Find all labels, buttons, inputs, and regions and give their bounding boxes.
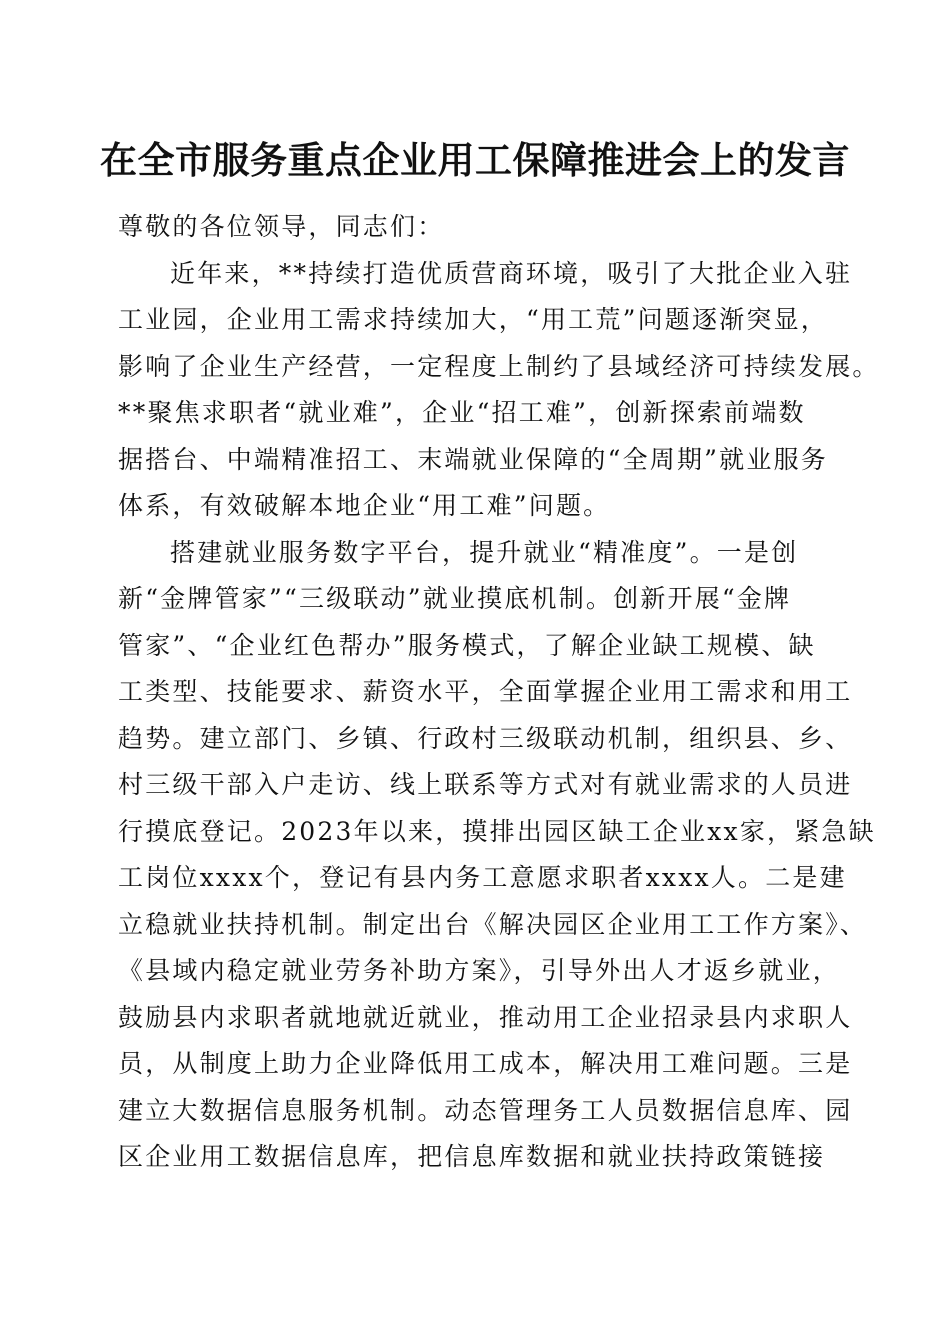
paragraph-2-line-3: 管家”、“企业红色帮办”服务模式，了解企业缺工规模、缺 (118, 630, 816, 660)
paragraph-2-line-4: 工类型、技能要求、薪资水平，全面掌握企业用工需求和用工 (118, 677, 853, 706)
paragraph-1-line-4: **聚焦求职者“就业难”，企业“招工难”，创新探索前端数 (118, 398, 806, 427)
document-title: 在全市服务重点企业用工保障推进会上的发言 (100, 138, 850, 182)
paragraph-2-line-12: 员，从制度上助力企业降低用工成本，解决用工难问题。三是 (118, 1049, 853, 1078)
paragraph-1-line-1: 近年来，**持续打造优质营商环境，吸引了大批企业入驻 (170, 258, 853, 288)
document-body (118, 204, 880, 1181)
paragraph-2-line-8: 工岗位xxxx个，登记有县内务工意愿求职者xxxx人。二是建 (118, 863, 847, 892)
paragraph-1-line-3: 影响了企业生产经营，一定程度上制约了县域经济可持续发展。 (118, 351, 880, 381)
paragraph-2-line-14: 区企业用工数据信息库，把信息库数据和就业扶持政策链接 (118, 1142, 826, 1171)
paragraph-1-line-5: 据搭台、中端精准招工、末端就业保障的“全周期”就业服务 (118, 444, 828, 474)
paragraph-2-line-10: 《县域内稳定就业劳务补助方案》，引导外出人才返乡就业， (118, 956, 840, 985)
paragraph-2-line-1: 搭建就业服务数字平台，提升就业“精准度”。一是创 (170, 537, 799, 567)
paragraph-2-line-5: 趋势。建立部门、乡镇、行政村三级联动机制，组织县、乡、 (118, 723, 853, 753)
paragraph-2-line-2: 新“金牌管家”“三级联动”就业摸底机制。创新开展“金牌 (118, 584, 792, 613)
paragraph-2-line-11: 鼓励县内求职者就地就近就业，推动用工企业招录县内求职人 (118, 1002, 853, 1032)
paragraph-2-line-9: 立稳就业扶持机制。制定出台《解决园区企业用工工作方案》、 (118, 909, 868, 939)
paragraph-1-line-6: 体系，有效破解本地企业“用工难”问题。 (118, 491, 611, 520)
salutation: 尊敬的各位领导，同志们： (118, 212, 445, 241)
paragraph-2-line-13: 建立大数据信息服务机制。动态管理务工人员数据信息库、园 (118, 1095, 853, 1125)
paragraph-1-line-2: 工业园，企业用工需求持续加大，“用工荒”问题逐渐突显， (118, 305, 828, 334)
paragraph-2-line-6: 村三级干部入户走访、线上联系等方式对有就业需求的人员进 (118, 770, 853, 799)
paragraph-2-line-7: 行摸底登记。2023年以来，摸排出园区缺工企业xx家，紧急缺 (118, 816, 876, 846)
